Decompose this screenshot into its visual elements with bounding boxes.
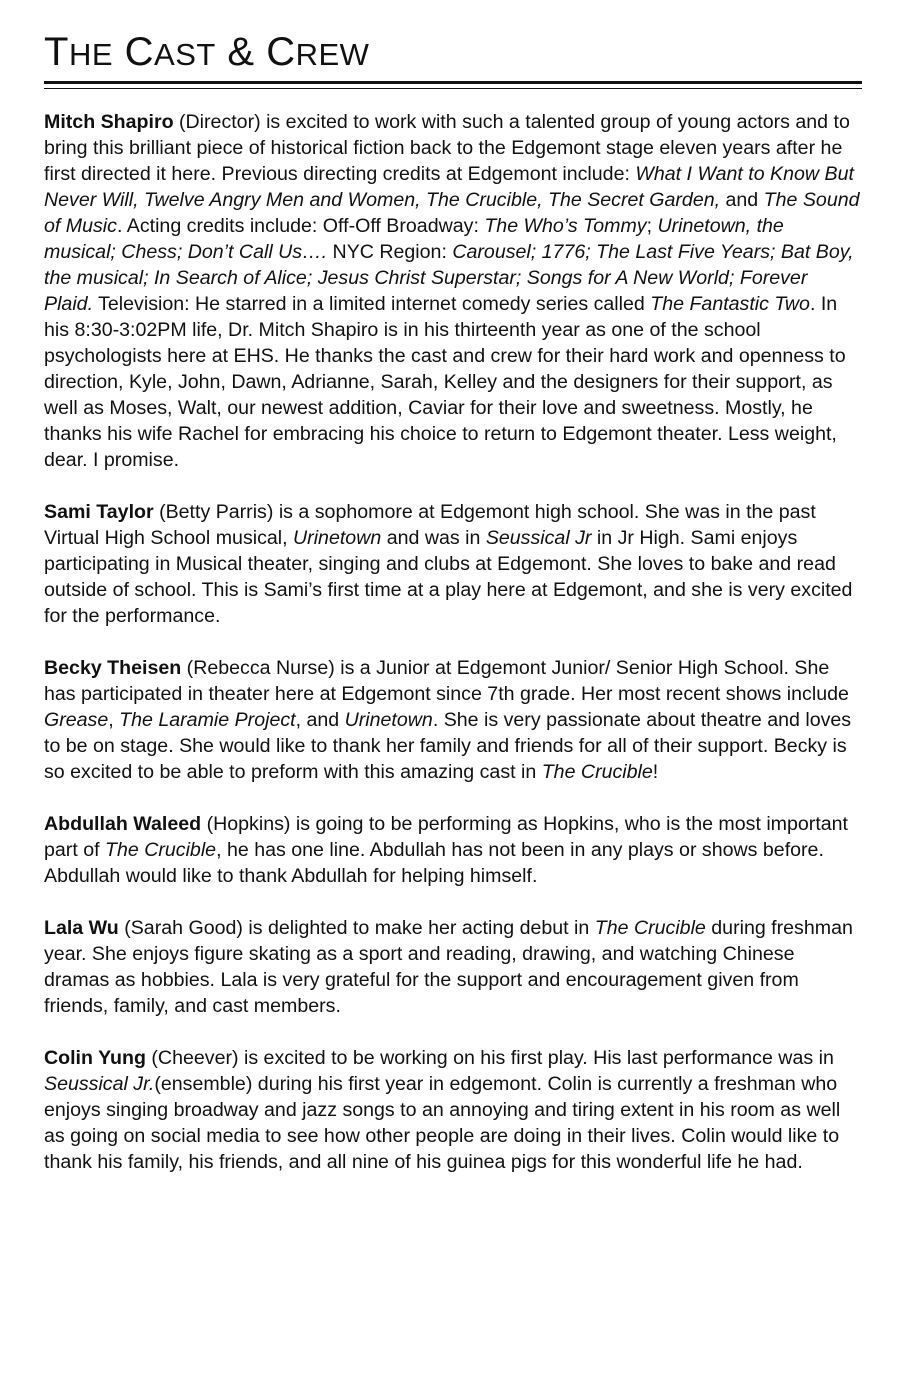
bio-text: (ensemble) during his first year in edgemont. Colin is currently a freshman who enjoys singing broadway and jazz songs to an annoying and tiring extent in his room as well as going on social media to see how other people are doing in their lives. Colin would like to thank his family, his friends, and all nine of his guinea pigs for this wonderful life he had. <box>44 1073 841 1173</box>
bio-text: in Jr High. Sami enjoys participating in Musical theater, singing and clubs at Edgemont. She loves to bake and read outside of school. This is Sami’s first time at a play here at Edgemont, and she is very excited for the performance. <box>44 527 853 627</box>
bio-italic-title: Seussical Jr <box>485 527 592 549</box>
bio-text: , and <box>295 709 345 731</box>
bio-italic-titles: Urinetown, the musical; Chess; Don’t Call Us…. <box>44 215 784 263</box>
bio-text: NYC Region: <box>327 241 453 263</box>
bio-text: , he has one line. Abdullah has not been in any plays or shows before. Abdullah would like to thank Abdullah for helping himself. <box>44 839 824 887</box>
bio-italic-title: Grease <box>44 709 109 731</box>
bio-text: . In his 8:30-3:02PM life, Dr. Mitch Shapiro is in his thirteenth year as one of the school psychologists here at EHS. He thanks the cast and crew for their hard work and openness to direction, Kyle, John, Dawn, Adrianne, Sarah, Kelley and the designers for their support, as well as Moses, Walt, our newest addition, Caviar for their love and sweetness. Mostly, he thanks his wife Rachel for embracing his choice to return to Edgemont theater. Less weight, dear. I promise. <box>44 293 846 471</box>
bio-becky-theisen <box>44 655 860 785</box>
bio-text: . She is very passionate about theatre and loves to be on stage. She would like to thank her family and friends for all of their support. Becky is so excited to be able to preform with this amazing cast in <box>44 709 852 783</box>
bio-text: , <box>108 709 120 731</box>
bio-text: (Director) is excited to work with such a talented group of young actors and to bring this brilliant piece of historical fiction back to the Edgemont stage eleven years after he first directed it here. Previous directing credits at Edgemont include: <box>44 111 850 185</box>
bio-italic-title: Seussical Jr. <box>44 1073 155 1095</box>
bio-name: Abdullah Waleed <box>44 813 202 835</box>
bio-italic-title: The Crucible <box>541 761 653 783</box>
bio-name: Colin Yung <box>44 1047 146 1069</box>
bio-italic-title: The Crucible <box>105 839 217 861</box>
title-rule-thin <box>44 88 862 89</box>
bio-list <box>44 109 860 1201</box>
bio-italic-title: The Sound of Music <box>44 189 860 237</box>
title-cap-c: C <box>113 30 155 74</box>
bio-text: (Cheever) is excited to be working on his first play. His last performance was in <box>145 1047 834 1069</box>
page-title <box>44 30 369 75</box>
bio-italic-title: The Who’s Tommy <box>484 215 647 237</box>
bio-italic-titles: Carousel; 1776; The Last Five Years; Bat Boy, the musical; In Search of Alice; Jesus Christ Superstar; Songs for A New World; Forever Plaid. <box>44 241 854 315</box>
bio-text: . Acting credits include: Off-Off Broadway: <box>116 215 485 237</box>
title-rule-thick <box>44 81 862 84</box>
bio-italic-titles: What I Want to Know But Never Will, Twelve Angry Men and Women, The Crucible, The Secret Garden, <box>44 163 854 211</box>
bio-text: ! <box>652 761 659 783</box>
bio-text: Television: He starred in a limited internet comedy series called <box>93 293 651 315</box>
bio-lala-wu <box>44 915 860 1019</box>
bio-abdullah-waleed <box>44 811 860 889</box>
bio-sami-taylor <box>44 499 860 629</box>
bio-italic-title: Urinetown <box>344 709 433 731</box>
bio-text: (Sarah Good) is delighted to make her acting debut in <box>118 917 595 939</box>
bio-italic-title: The Fantastic Two <box>650 293 810 315</box>
bio-italic-title: The Crucible <box>594 917 706 939</box>
title-sc-ast: AST <box>154 37 216 72</box>
bio-text: and <box>720 189 764 211</box>
bio-text: ; <box>646 215 658 237</box>
title-cap-t: T <box>44 30 69 74</box>
title-sc-rew: REW <box>295 37 370 72</box>
bio-text: during freshman year. She enjoys figure skating as a sport and reading, drawing, and watching Chinese dramas as hobbies. Lala is very grateful for the support and encouragement given from friends, family, and cast members. <box>44 917 853 1017</box>
title-cap-amp-c: & C <box>215 30 296 74</box>
bio-name: Lala Wu <box>44 917 119 939</box>
bio-italic-title: Urinetown <box>293 527 382 549</box>
bio-name: Sami Taylor <box>44 501 154 523</box>
bio-text: (Betty Parris) is a sophomore at Edgemont high school. She was in the past Virtual High School musical, <box>44 501 816 549</box>
bio-mitch-shapiro <box>44 109 860 473</box>
bio-text: and was in <box>381 527 486 549</box>
bio-italic-title: The Laramie Project <box>119 709 296 731</box>
bio-text: (Rebecca Nurse) is a Junior at Edgemont Junior/ Senior High School. She has participated in theater here at Edgemont since 7th grade. Her most recent shows include <box>44 657 849 705</box>
bio-name: Mitch Shapiro <box>44 111 174 133</box>
title-sc-he: HE <box>68 37 114 72</box>
bio-colin-yung <box>44 1045 860 1175</box>
bio-name: Becky Theisen <box>44 657 182 679</box>
bio-text: (Hopkins) is going to be performing as Hopkins, who is the most important part of <box>44 813 849 861</box>
